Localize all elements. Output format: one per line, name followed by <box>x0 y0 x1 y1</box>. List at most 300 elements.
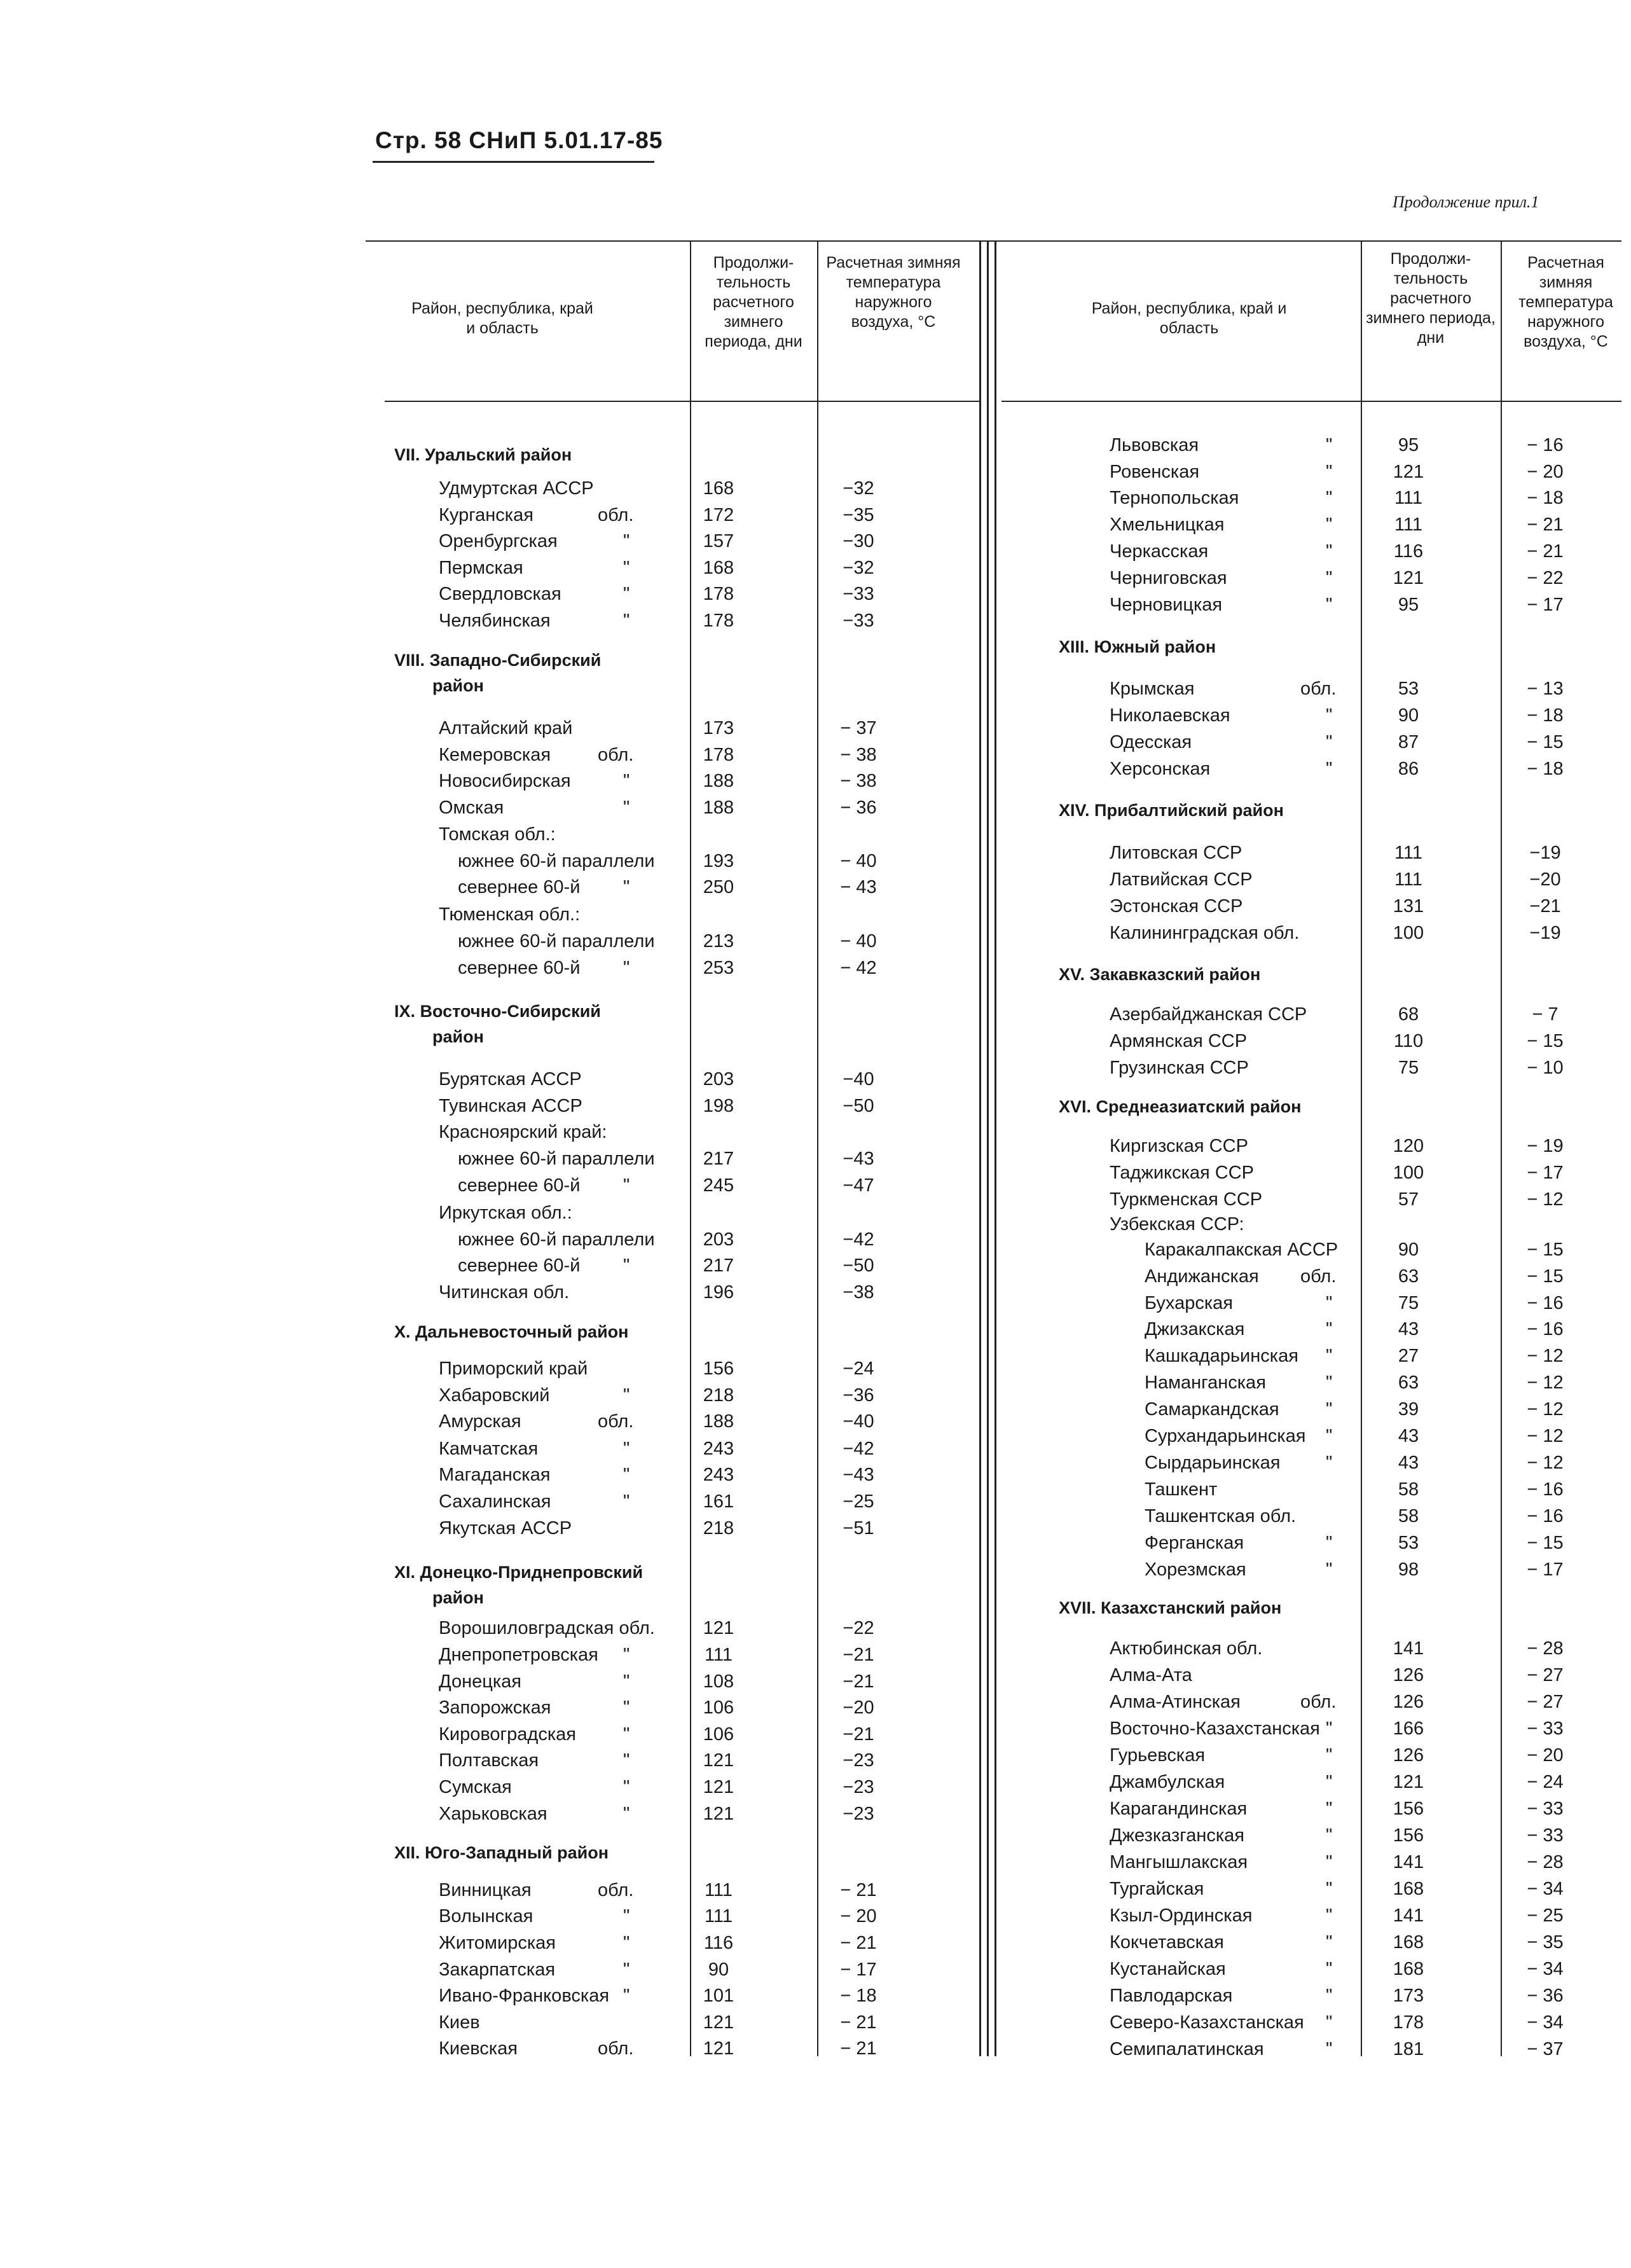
left-duration-value: 156 <box>703 1359 734 1379</box>
left-temperature-value: − 43 <box>840 877 877 897</box>
left-duration-value: 217 <box>703 1149 734 1169</box>
left-region-suffix: " <box>623 798 630 818</box>
right-region-suffix: " <box>1326 568 1333 588</box>
left-duration-value: 108 <box>703 1671 734 1692</box>
left-region-name: Днепропетровская <box>439 1645 598 1665</box>
right-region-suffix: " <box>1326 1852 1333 1872</box>
right-duration-value: 111 <box>1394 869 1423 890</box>
left-region-name: VII. Уральский район <box>394 445 572 464</box>
right-row-section <box>0 634 1631 660</box>
right-region-suffix: " <box>1326 1319 1333 1339</box>
left-region-name: южнее 60-й параллели <box>458 1229 655 1250</box>
right-region-name: Ташкент <box>1145 1479 1218 1500</box>
right-temperature-value: −19 <box>1529 923 1561 943</box>
right-region-suffix: " <box>1326 1399 1333 1420</box>
left-duration-value: 188 <box>703 1411 734 1432</box>
right-region-suffix: " <box>1326 732 1333 752</box>
right-region-name: Павлодарская <box>1110 1986 1233 2006</box>
left-region-name: Житомирская <box>439 1933 556 1953</box>
right-temperature-value: − 21 <box>1527 541 1564 562</box>
right-duration-value: 63 <box>1398 1373 1419 1393</box>
left-region-name: Кемеровская <box>439 745 551 765</box>
right-row-item <box>0 840 1631 866</box>
left-temperature-value: −43 <box>843 1149 874 1169</box>
right-region-name: Гурьевская <box>1110 1745 1206 1766</box>
left-temperature-value: − 20 <box>840 1906 877 1926</box>
right-region-suffix: " <box>1326 1533 1333 1553</box>
right-temperature-value: − 22 <box>1527 568 1564 588</box>
right-row-item <box>0 1850 1631 1875</box>
left-region-suffix: " <box>623 1671 630 1692</box>
right-region-suffix: " <box>1326 1453 1333 1473</box>
right-row-section <box>0 1595 1631 1621</box>
left-duration-value: 106 <box>703 1724 734 1745</box>
right-region-name: Восточно-Казахстанская <box>1110 1718 1320 1739</box>
left-region-name: южнее 60-й параллели <box>458 931 655 951</box>
right-duration-value: 95 <box>1398 595 1419 615</box>
left-region-name: Иркутская обл.: <box>439 1203 572 1223</box>
left-temperature-value: −24 <box>843 1359 874 1379</box>
right-temperature-value: − 24 <box>1527 1772 1564 1792</box>
right-temperature-value: − 15 <box>1527 732 1564 752</box>
right-duration-value: 131 <box>1393 896 1424 916</box>
header-bottom-rule-right <box>1001 401 1621 402</box>
right-region-name: Джизакская <box>1145 1319 1245 1339</box>
left-duration-value: 188 <box>703 798 734 818</box>
right-temperature-value: − 12 <box>1527 1426 1564 1446</box>
right-temperature-value: − 25 <box>1527 1905 1564 1926</box>
right-region-suffix: " <box>1326 462 1333 482</box>
right-region-name: Джезказганская <box>1110 1825 1244 1846</box>
left-duration-value: 188 <box>703 771 734 791</box>
right-row-item <box>0 729 1631 755</box>
right-temperature-value: − 16 <box>1527 1479 1564 1500</box>
right-row-sub <box>0 1397 1631 1422</box>
left-region-name: IX. Восточно-Сибирский <box>394 1002 601 1021</box>
left-duration-value: 121 <box>703 2038 734 2059</box>
left-temperature-value: −42 <box>843 1229 874 1250</box>
right-temperature-value: − 10 <box>1527 1058 1564 1078</box>
left-duration-value: 111 <box>704 1906 733 1926</box>
left-region-suffix: обл. <box>598 1411 634 1432</box>
left-temperature-value: −21 <box>843 1671 874 1692</box>
right-region-name: Черниговская <box>1110 568 1227 588</box>
left-region-name: Томская обл.: <box>439 824 556 845</box>
right-region-name: Кокчетавская <box>1110 1932 1224 1953</box>
left-temperature-value: − 38 <box>840 745 877 765</box>
left-duration-value: 172 <box>703 505 734 525</box>
left-duration-value: 253 <box>703 958 734 978</box>
right-region-suffix: " <box>1326 2039 1333 2059</box>
right-region-name: XIV. Прибалтийский район <box>1059 801 1284 820</box>
right-region-suffix: " <box>1326 1293 1333 1313</box>
left-region-suffix: " <box>623 1385 630 1406</box>
right-temperature-value: − 34 <box>1527 1879 1564 1899</box>
right-duration-value: 181 <box>1393 2039 1424 2059</box>
right-row-sub <box>0 1290 1631 1316</box>
right-temperature-value: − 37 <box>1527 2039 1564 2059</box>
left-duration-value: 90 <box>708 1960 729 1980</box>
left-region-suffix: " <box>623 1933 630 1953</box>
left-region-name: Ивано-Франковская <box>439 1986 610 2006</box>
right-region-suffix: " <box>1326 1879 1333 1899</box>
right-temperature-value: − 12 <box>1527 1453 1564 1473</box>
right-row-sub <box>0 1477 1631 1502</box>
left-region-name: Якутская АССР <box>439 1518 572 1539</box>
right-duration-value: 39 <box>1398 1399 1419 1420</box>
left-duration-value: 121 <box>703 1804 734 1824</box>
right-region-name: Киргизская ССР <box>1110 1136 1248 1156</box>
left-duration-value: 111 <box>704 1645 733 1665</box>
right-region-suffix: " <box>1326 1932 1333 1953</box>
left-region-suffix: обл. <box>598 745 634 765</box>
left-region-suffix: обл. <box>598 1880 634 1900</box>
right-temperature-value: − 16 <box>1527 1319 1564 1339</box>
right-region-name: Эстонская ССР <box>1110 896 1243 916</box>
left-region-name: Омская <box>439 798 504 818</box>
left-region-name: Киев <box>439 2012 480 2033</box>
right-temperature-value: − 15 <box>1527 1031 1564 1051</box>
left-region-name: Сахалинская <box>439 1491 551 1512</box>
left-region-suffix: " <box>623 1175 630 1196</box>
right-region-name: Кашкадарьинская <box>1145 1346 1298 1366</box>
right-region-name: Латвийская ССР <box>1110 869 1253 890</box>
left-region-name: Читинская обл. <box>439 1282 570 1303</box>
left-region-name: севернее 60-й <box>458 877 581 897</box>
right-header-temperature: Расчетная зимняя температура наружного воздуха, °С <box>1518 254 1613 350</box>
right-temperature-value: − 33 <box>1527 1825 1564 1846</box>
right-region-name: Литовская ССР <box>1110 843 1242 863</box>
left-header-region: Район, республика, край и область <box>411 300 593 337</box>
left-temperature-value: −25 <box>843 1491 874 1512</box>
left-region-suffix: " <box>623 877 630 897</box>
right-temperature-value: −19 <box>1529 843 1561 863</box>
left-duration-value: 116 <box>703 1933 734 1953</box>
left-region-suffix: " <box>623 1906 630 1926</box>
right-row-item <box>0 1187 1631 1212</box>
right-row-sub <box>0 1343 1631 1369</box>
left-temperature-value: − 21 <box>840 1880 877 1900</box>
right-region-name: Тургайская <box>1110 1879 1204 1899</box>
right-region-name: Херсонская <box>1110 759 1211 779</box>
left-duration-value: 161 <box>703 1491 734 1512</box>
left-region-name: X. Дальневосточный район <box>394 1322 629 1341</box>
left-region-name: VIII. Западно-Сибирский <box>394 651 602 670</box>
left-region-name: Бурятская АССР <box>439 1069 582 1089</box>
right-region-suffix: обл. <box>1300 1692 1337 1712</box>
right-temperature-value: − 12 <box>1527 1346 1564 1366</box>
left-region-name: Закарпатская <box>439 1960 556 1980</box>
left-region-name: Тюменская обл.: <box>439 904 581 925</box>
right-region-suffix: " <box>1326 1986 1333 2006</box>
left-duration-value: 168 <box>703 558 734 578</box>
left-region-name: Камчатская <box>439 1439 539 1459</box>
right-temperature-value: − 17 <box>1527 1163 1564 1183</box>
right-duration-value: 141 <box>1393 1638 1424 1659</box>
right-region-name: Азербайджанская ССР <box>1110 1004 1307 1025</box>
right-duration-value: 168 <box>1393 1932 1424 1953</box>
right-duration-value: 166 <box>1393 1718 1424 1739</box>
left-temperature-value: − 21 <box>840 2038 877 2059</box>
left-temperature-value: −23 <box>843 1804 874 1824</box>
right-row-item <box>0 1636 1631 1661</box>
left-duration-value: 203 <box>703 1069 734 1089</box>
left-temperature-value: −36 <box>843 1385 874 1406</box>
left-region-name: южнее 60-й параллели <box>458 1149 655 1169</box>
right-duration-value: 98 <box>1398 1559 1419 1580</box>
right-duration-value: 53 <box>1398 1533 1419 1553</box>
right-duration-value: 87 <box>1398 732 1419 752</box>
left-temperature-value: −47 <box>843 1175 874 1196</box>
right-temperature-value: − 36 <box>1527 1986 1564 2006</box>
right-duration-value: 156 <box>1393 1799 1424 1819</box>
left-region-name: Магаданская <box>439 1465 551 1485</box>
left-duration-value: 243 <box>703 1439 734 1459</box>
right-temperature-value: −21 <box>1529 896 1561 916</box>
right-region-name: Сырдарьинская <box>1145 1453 1281 1473</box>
right-region-suffix: " <box>1326 1905 1333 1926</box>
right-region-name: Узбекская ССР: <box>1110 1214 1244 1234</box>
right-duration-value: 110 <box>1393 1031 1424 1051</box>
right-row-item <box>0 2010 1631 2035</box>
right-duration-value: 53 <box>1398 679 1419 699</box>
right-duration-value: 141 <box>1393 1905 1424 1926</box>
left-region-suffix: " <box>623 1645 630 1665</box>
left-region-suffix: " <box>623 558 630 578</box>
left-duration-value: 213 <box>703 931 734 951</box>
header-bottom-rule-left <box>385 401 979 402</box>
right-header-duration: Продолжи-тельность расчетного зимнего периода, дни <box>1366 250 1496 347</box>
right-row-item <box>0 1689 1631 1715</box>
right-region-name: Армянская ССР <box>1110 1031 1248 1051</box>
right-row-section <box>0 1094 1631 1119</box>
left-duration-value: 250 <box>703 877 734 897</box>
left-region-name: Запорожская <box>439 1698 551 1718</box>
right-region-name: Хорезмская <box>1145 1559 1246 1580</box>
right-temperature-value: − 16 <box>1527 1293 1564 1313</box>
right-region-suffix: " <box>1326 1799 1333 1819</box>
right-row-item <box>0 1002 1631 1027</box>
left-region-name: Приморский край <box>439 1359 588 1379</box>
left-temperature-value: −23 <box>843 1750 874 1771</box>
right-temperature-value: − 18 <box>1527 759 1564 779</box>
right-temperature-value: − 18 <box>1527 488 1564 508</box>
left-region-suffix: " <box>623 1255 630 1276</box>
right-region-suffix: " <box>1326 1718 1333 1739</box>
continuation-label: Продолжение прил.1 <box>1393 193 1539 211</box>
right-temperature-value: − 17 <box>1527 1559 1564 1580</box>
right-temperature-value: − 18 <box>1527 705 1564 726</box>
left-duration-value: 121 <box>703 1777 734 1797</box>
left-region-name: Новосибирская <box>439 771 571 791</box>
right-temperature-value: − 12 <box>1527 1399 1564 1420</box>
left-region-name: Ворошиловградская обл. <box>439 1618 655 1638</box>
left-duration-value: 178 <box>703 584 734 604</box>
right-row-sub <box>0 1370 1631 1395</box>
left-region-name: Пермская <box>439 558 523 578</box>
right-row-section <box>0 798 1631 823</box>
left-region-suffix: " <box>623 1491 630 1512</box>
right-duration-value: 121 <box>1393 1772 1424 1792</box>
left-temperature-value: − 40 <box>840 931 877 951</box>
right-region-suffix: " <box>1326 515 1333 535</box>
left-temperature-value: −40 <box>843 1069 874 1089</box>
right-temperature-value: − 27 <box>1527 1665 1564 1685</box>
right-region-name: Наманганская <box>1145 1373 1266 1393</box>
right-duration-value: 58 <box>1398 1506 1419 1526</box>
right-region-name: Семипалатинская <box>1110 2039 1264 2059</box>
left-region-name: Свердловская <box>439 584 561 604</box>
left-duration-value: 121 <box>703 2012 734 2033</box>
right-region-suffix: " <box>1326 2012 1333 2033</box>
left-region-name: район <box>432 1588 484 1607</box>
right-duration-value: 27 <box>1398 1346 1419 1366</box>
left-region-suffix: " <box>623 1750 630 1771</box>
right-region-suffix: обл. <box>1300 679 1337 699</box>
right-temperature-value: − 16 <box>1527 1506 1564 1526</box>
right-row-item <box>0 1055 1631 1081</box>
right-duration-value: 168 <box>1393 1959 1424 1979</box>
left-temperature-value: −35 <box>843 505 874 525</box>
left-region-name: Сумская <box>439 1777 512 1797</box>
left-duration-value: 218 <box>703 1385 734 1406</box>
right-header-region: Район, республика, край и область <box>1091 300 1287 337</box>
table-top-rule <box>366 240 1621 242</box>
left-duration-value: 193 <box>703 851 734 871</box>
left-region-name: Волынская <box>439 1906 533 1926</box>
right-duration-value: 126 <box>1393 1692 1424 1712</box>
left-region-suffix: обл. <box>598 2038 634 2059</box>
left-region-name: Красноярский край: <box>439 1122 607 1142</box>
left-region-suffix: " <box>623 1777 630 1797</box>
left-duration-value: 178 <box>703 611 734 631</box>
right-region-name: Мангышлакская <box>1110 1852 1248 1872</box>
right-duration-value: 178 <box>1393 2012 1424 2033</box>
right-duration-value: 111 <box>1394 515 1423 535</box>
left-region-name: Кировоградская <box>439 1724 576 1745</box>
right-region-name: Львовская <box>1110 435 1199 455</box>
left-header-temperature: Расчетная зимняя температура наружного воздуха, °С <box>826 254 961 331</box>
left-region-suffix: " <box>623 584 630 604</box>
right-region-name: Крымская <box>1110 679 1195 699</box>
right-row-item <box>0 894 1631 919</box>
left-region-name: Челябинская <box>439 611 551 631</box>
right-row-item <box>0 1663 1631 1688</box>
left-region-name: XI. Донецко-Приднепровский <box>394 1563 643 1582</box>
right-region-suffix: " <box>1326 1373 1333 1393</box>
left-region-suffix: " <box>623 1960 630 1980</box>
right-duration-value: 43 <box>1398 1319 1419 1339</box>
right-row-sub <box>0 1317 1631 1342</box>
left-region-name: Харьковская <box>439 1804 547 1824</box>
left-temperature-value: − 18 <box>840 1986 877 2006</box>
right-duration-value: 58 <box>1398 1479 1419 1500</box>
left-temperature-value: − 37 <box>840 718 877 738</box>
right-duration-value: 156 <box>1393 1825 1424 1846</box>
right-region-name: Ташкентская обл. <box>1145 1506 1297 1526</box>
right-region-suffix: обл. <box>1300 1266 1337 1287</box>
right-region-name: Андижанская <box>1145 1266 1259 1287</box>
right-row-item <box>0 1983 1631 2009</box>
left-region-suffix: " <box>623 1724 630 1745</box>
right-region-suffix: " <box>1326 595 1333 615</box>
right-row-item <box>0 1769 1631 1795</box>
left-region-suffix: " <box>623 1986 630 2006</box>
right-region-suffix: " <box>1326 1559 1333 1580</box>
right-row-item <box>0 485 1631 511</box>
left-temperature-value: −33 <box>843 611 874 631</box>
left-temperature-value: − 38 <box>840 771 877 791</box>
right-row-sub <box>0 1530 1631 1556</box>
right-temperature-value: − 27 <box>1527 1692 1564 1712</box>
right-region-name: Сурхандарьинская <box>1145 1426 1306 1446</box>
right-temperature-value: − 15 <box>1527 1266 1564 1287</box>
left-duration-value: 121 <box>703 1750 734 1771</box>
right-row-item <box>0 432 1631 458</box>
right-region-suffix: " <box>1326 1426 1333 1446</box>
left-region-suffix: " <box>623 531 630 551</box>
right-duration-value: 126 <box>1393 1665 1424 1685</box>
left-temperature-value: − 42 <box>840 958 877 978</box>
right-duration-value: 168 <box>1393 1879 1424 1899</box>
right-region-name: XVII. Казахстанский район <box>1059 1598 1282 1617</box>
left-region-name: Удмуртская АССР <box>439 478 594 499</box>
right-duration-value: 121 <box>1393 462 1424 482</box>
left-duration-value: 111 <box>704 1880 733 1900</box>
right-region-suffix: " <box>1326 759 1333 779</box>
right-temperature-value: − 7 <box>1532 1004 1559 1025</box>
left-duration-value: 121 <box>703 1618 734 1638</box>
right-row-sub <box>0 1557 1631 1582</box>
right-row-item <box>0 703 1631 728</box>
right-temperature-value: − 12 <box>1527 1189 1564 1210</box>
left-duration-value: 106 <box>703 1698 734 1718</box>
left-region-suffix: " <box>623 611 630 631</box>
left-temperature-value: −30 <box>843 531 874 551</box>
left-header-duration: Продолжи-тельность расчетного зимнего периода, дни <box>705 254 802 350</box>
left-duration-value: 203 <box>703 1229 734 1250</box>
left-temperature-value: −32 <box>843 558 874 578</box>
right-duration-value: 173 <box>1393 1986 1424 2006</box>
right-duration-value: 141 <box>1393 1852 1424 1872</box>
right-duration-value: 75 <box>1398 1293 1419 1313</box>
left-region-suffix: " <box>623 771 630 791</box>
right-temperature-value: − 35 <box>1527 1932 1564 1953</box>
left-region-name: южнее 60-й параллели <box>458 851 655 871</box>
right-region-name: Самаркандская <box>1145 1399 1279 1420</box>
right-region-suffix: " <box>1326 1825 1333 1846</box>
right-duration-value: 75 <box>1398 1058 1419 1078</box>
right-row-item <box>0 920 1631 946</box>
right-temperature-value: − 20 <box>1527 462 1564 482</box>
right-region-name: Карагандинская <box>1110 1799 1248 1819</box>
right-row-item <box>0 1743 1631 1768</box>
right-duration-value: 126 <box>1393 1745 1424 1766</box>
right-temperature-value: − 33 <box>1527 1718 1564 1739</box>
right-temperature-value: − 33 <box>1527 1799 1564 1819</box>
right-duration-value: 116 <box>1393 541 1424 562</box>
right-region-name: Одесская <box>1110 732 1192 752</box>
right-region-name: Тернопольская <box>1110 488 1239 508</box>
left-temperature-value: −33 <box>843 584 874 604</box>
left-temperature-value: −22 <box>843 1618 874 1638</box>
left-region-name: севернее 60-й <box>458 958 581 978</box>
right-temperature-value: − 34 <box>1527 2012 1564 2033</box>
right-temperature-value: − 21 <box>1527 515 1564 535</box>
left-duration-value: 217 <box>703 1255 734 1276</box>
left-temperature-value: −42 <box>843 1439 874 1459</box>
left-region-name: Донецкая <box>439 1671 522 1692</box>
